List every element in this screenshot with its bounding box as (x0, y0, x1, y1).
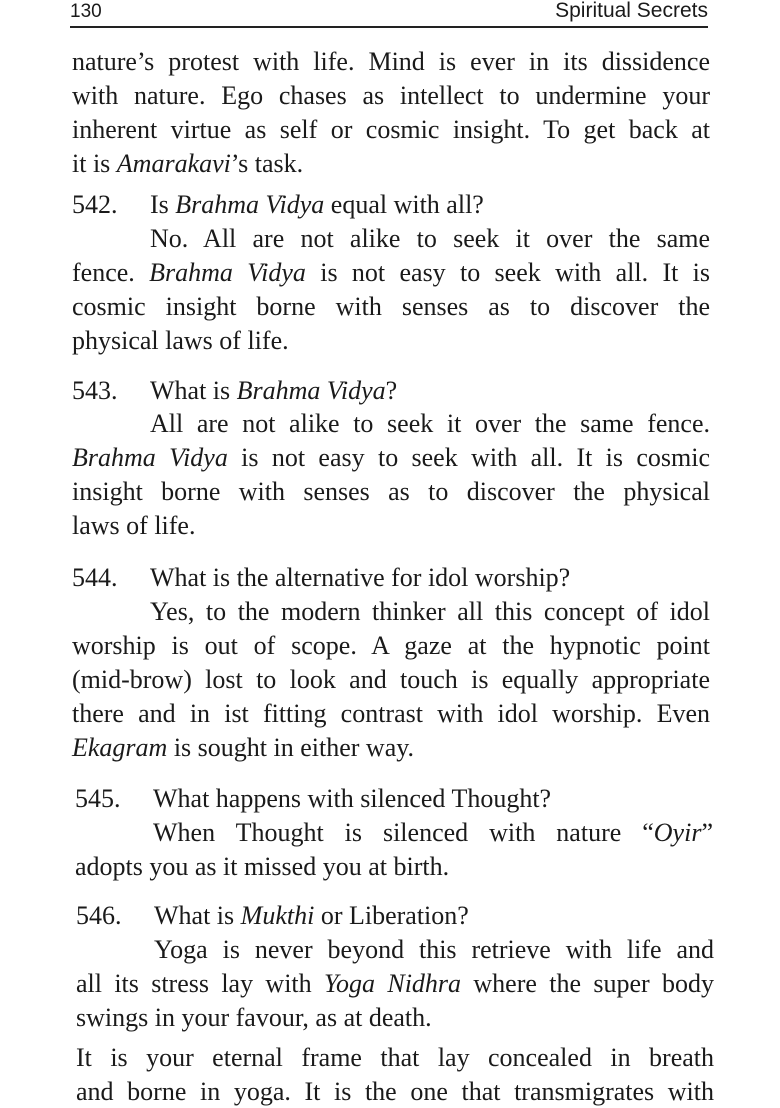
running-header (70, 0, 708, 28)
question-546: 546. What is Mukthi or Liberation? (76, 901, 469, 930)
answer-line: insight borne with senses as to discover the physical (72, 477, 710, 506)
question-number: 542. (72, 190, 118, 219)
answer-line: there and in ist fitting contrast with idol worship. Even (72, 699, 710, 728)
italic-term: Brahma Vidya (236, 376, 386, 405)
italic-term: Brahma Vidya (175, 190, 325, 219)
italic-term: Brahma Vidya (72, 443, 228, 472)
italic-term: Yoga Nidhra (323, 969, 462, 998)
question-number: 544. (72, 563, 118, 592)
paragraph-line: and borne in yoga. It is the one that transmigrates with (76, 1077, 714, 1106)
question-542: 542. Is Brahma Vidya equal with all? (72, 190, 484, 219)
answer-line: (mid-brow) lost to look and touch is equally appropriate (72, 665, 710, 694)
question-number: 545. (75, 784, 121, 813)
italic-term: Amarakavi (116, 149, 231, 178)
italic-term: Oyir (653, 818, 702, 847)
question-number: 543. (72, 376, 118, 405)
question-545: 545. What happens with silenced Thought? (75, 784, 552, 813)
answer-line: All are not alike to seek it over the same fence. (150, 409, 710, 438)
answer-line: swings in your favour, as at death. (76, 1003, 432, 1032)
answer-line: laws of life. (72, 511, 196, 540)
answer-line: No. All are not alike to seek it over the same (150, 224, 710, 253)
paragraph-line: It is your eternal frame that lay concealed in breath (76, 1043, 714, 1072)
answer-line: fence. Brahma Vidya is not easy to seek with all. It is (72, 258, 710, 287)
text-line: inherent virtue as self or cosmic insight. To get back at (72, 115, 710, 144)
running-title: Spiritual Secrets (555, 0, 708, 22)
italic-term: Mukthi (240, 901, 315, 930)
answer-line: When Thought is silenced with nature “Oyir” (153, 818, 713, 847)
answer-line: Yes, to the modern thinker all this concept of idol (150, 597, 710, 626)
answer-line: Ekagram is sought in either way. (72, 733, 415, 762)
answer-line: adopts you as it missed you at birth. (75, 852, 450, 881)
answer-line: worship is out of scope. A gaze at the hypnotic point (72, 631, 710, 660)
italic-term: Ekagram (72, 733, 168, 762)
question-544: 544. What is the alternative for idol worship? (72, 563, 571, 592)
question-543: 543. What is Brahma Vidya? (72, 376, 398, 405)
answer-line: Yoga is never beyond this retrieve with life and (154, 935, 714, 964)
answer-line: physical laws of life. (72, 326, 289, 355)
text-line: with nature. Ego chases as intellect to undermine your (72, 81, 710, 110)
text-line: it is Amarakavi’s task. (72, 149, 304, 178)
text-line: nature’s protest with life. Mind is ever in its dissidence (72, 47, 710, 76)
answer-line: all its stress lay with Yoga Nidhra where the super body (76, 969, 714, 998)
page-number: 130 (70, 1, 102, 22)
question-number: 546. (76, 901, 122, 930)
answer-line: Brahma Vidya is not easy to seek with all. It is cosmic (72, 443, 711, 472)
answer-line: cosmic insight borne with senses as to discover the (72, 292, 710, 321)
italic-term: Brahma Vidya (149, 258, 306, 287)
